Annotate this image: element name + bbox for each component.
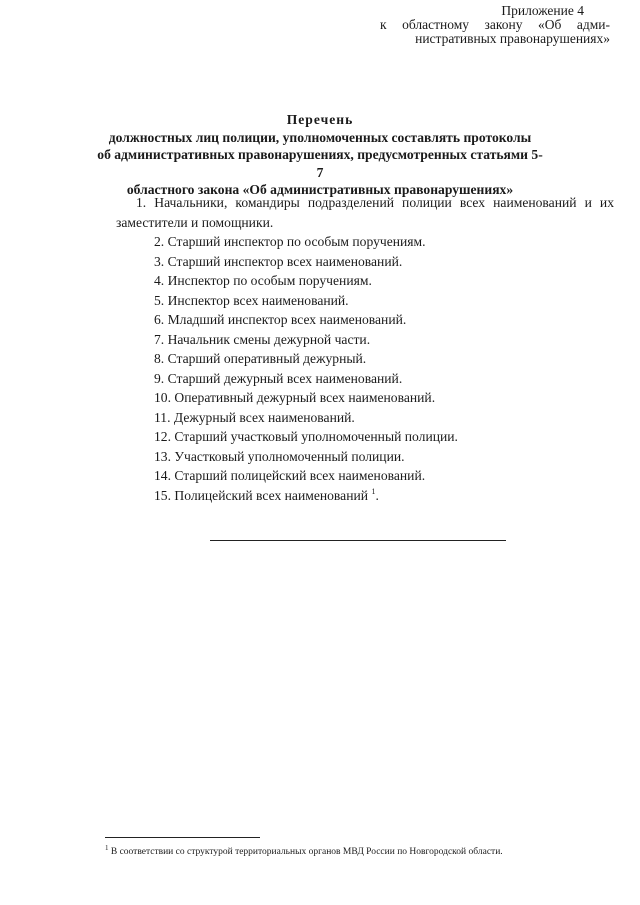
list-item [136,486,614,506]
list-item: 13. Участковый уполномоченный полиции. [154,448,405,464]
list-item: 8. Старший оперативный дежурный. [154,351,367,366]
list-item: 12. Старший участковый уполномоченный полиции. [154,429,458,444]
list-item: 7. Начальник смены дежурной части. [154,331,371,347]
title-heading: Перечень [286,112,354,127]
list-item: 14. Старший полицейский всех наименований. [154,468,426,483]
list-item-text: 15. Полицейский всех наименований [154,487,369,503]
position-list [116,193,614,505]
footnote-reference: 1 [371,486,376,496]
list-item: 9. Старший дежурный всех наименований. [154,370,403,386]
footnote-text: В соответствии со структурой территориальных органов МВД России по Новгородской области. [110,847,503,857]
appendix-reference-line2: нистративных правонарушениях» [415,31,610,46]
footnote-mark: 1 [105,844,109,852]
separator-line [210,540,506,541]
document-title [95,111,545,199]
list-item: 2. Старший инспектор по особым поручениям. [154,234,426,249]
list-item-period: . [375,487,379,503]
list-item: 10. Оперативный дежурный всех наименований. [154,390,436,405]
appendix-number: Приложение 4 [501,3,584,18]
list-item: 6. Младший инспектор всех наименований. [154,312,407,327]
footnote [105,844,503,857]
list-item: 11. Дежурный всех наименований. [154,409,355,425]
appendix-header [380,4,610,46]
title-line: об административных правонарушениях, предусмотренных статьями 5-7 [97,147,543,180]
footnote-separator [105,837,260,838]
list-item: 4. Инспектор по особым поручениям. [154,273,372,288]
title-line: должностных лиц полиции, уполномоченных составлять протоколы [108,129,532,145]
appendix-reference-line1: к областному закону «Об адми- [380,17,610,32]
list-item: 1. Начальники, командиры подразделений полиции всех наименований и их заместители и помощники. [116,195,614,230]
title-line: областного закона «Об административных правонарушениях» [126,182,514,197]
list-item: 5. Инспектор всех наименований. [154,292,349,308]
list-item: 3. Старший инспектор всех наименований. [154,253,403,269]
